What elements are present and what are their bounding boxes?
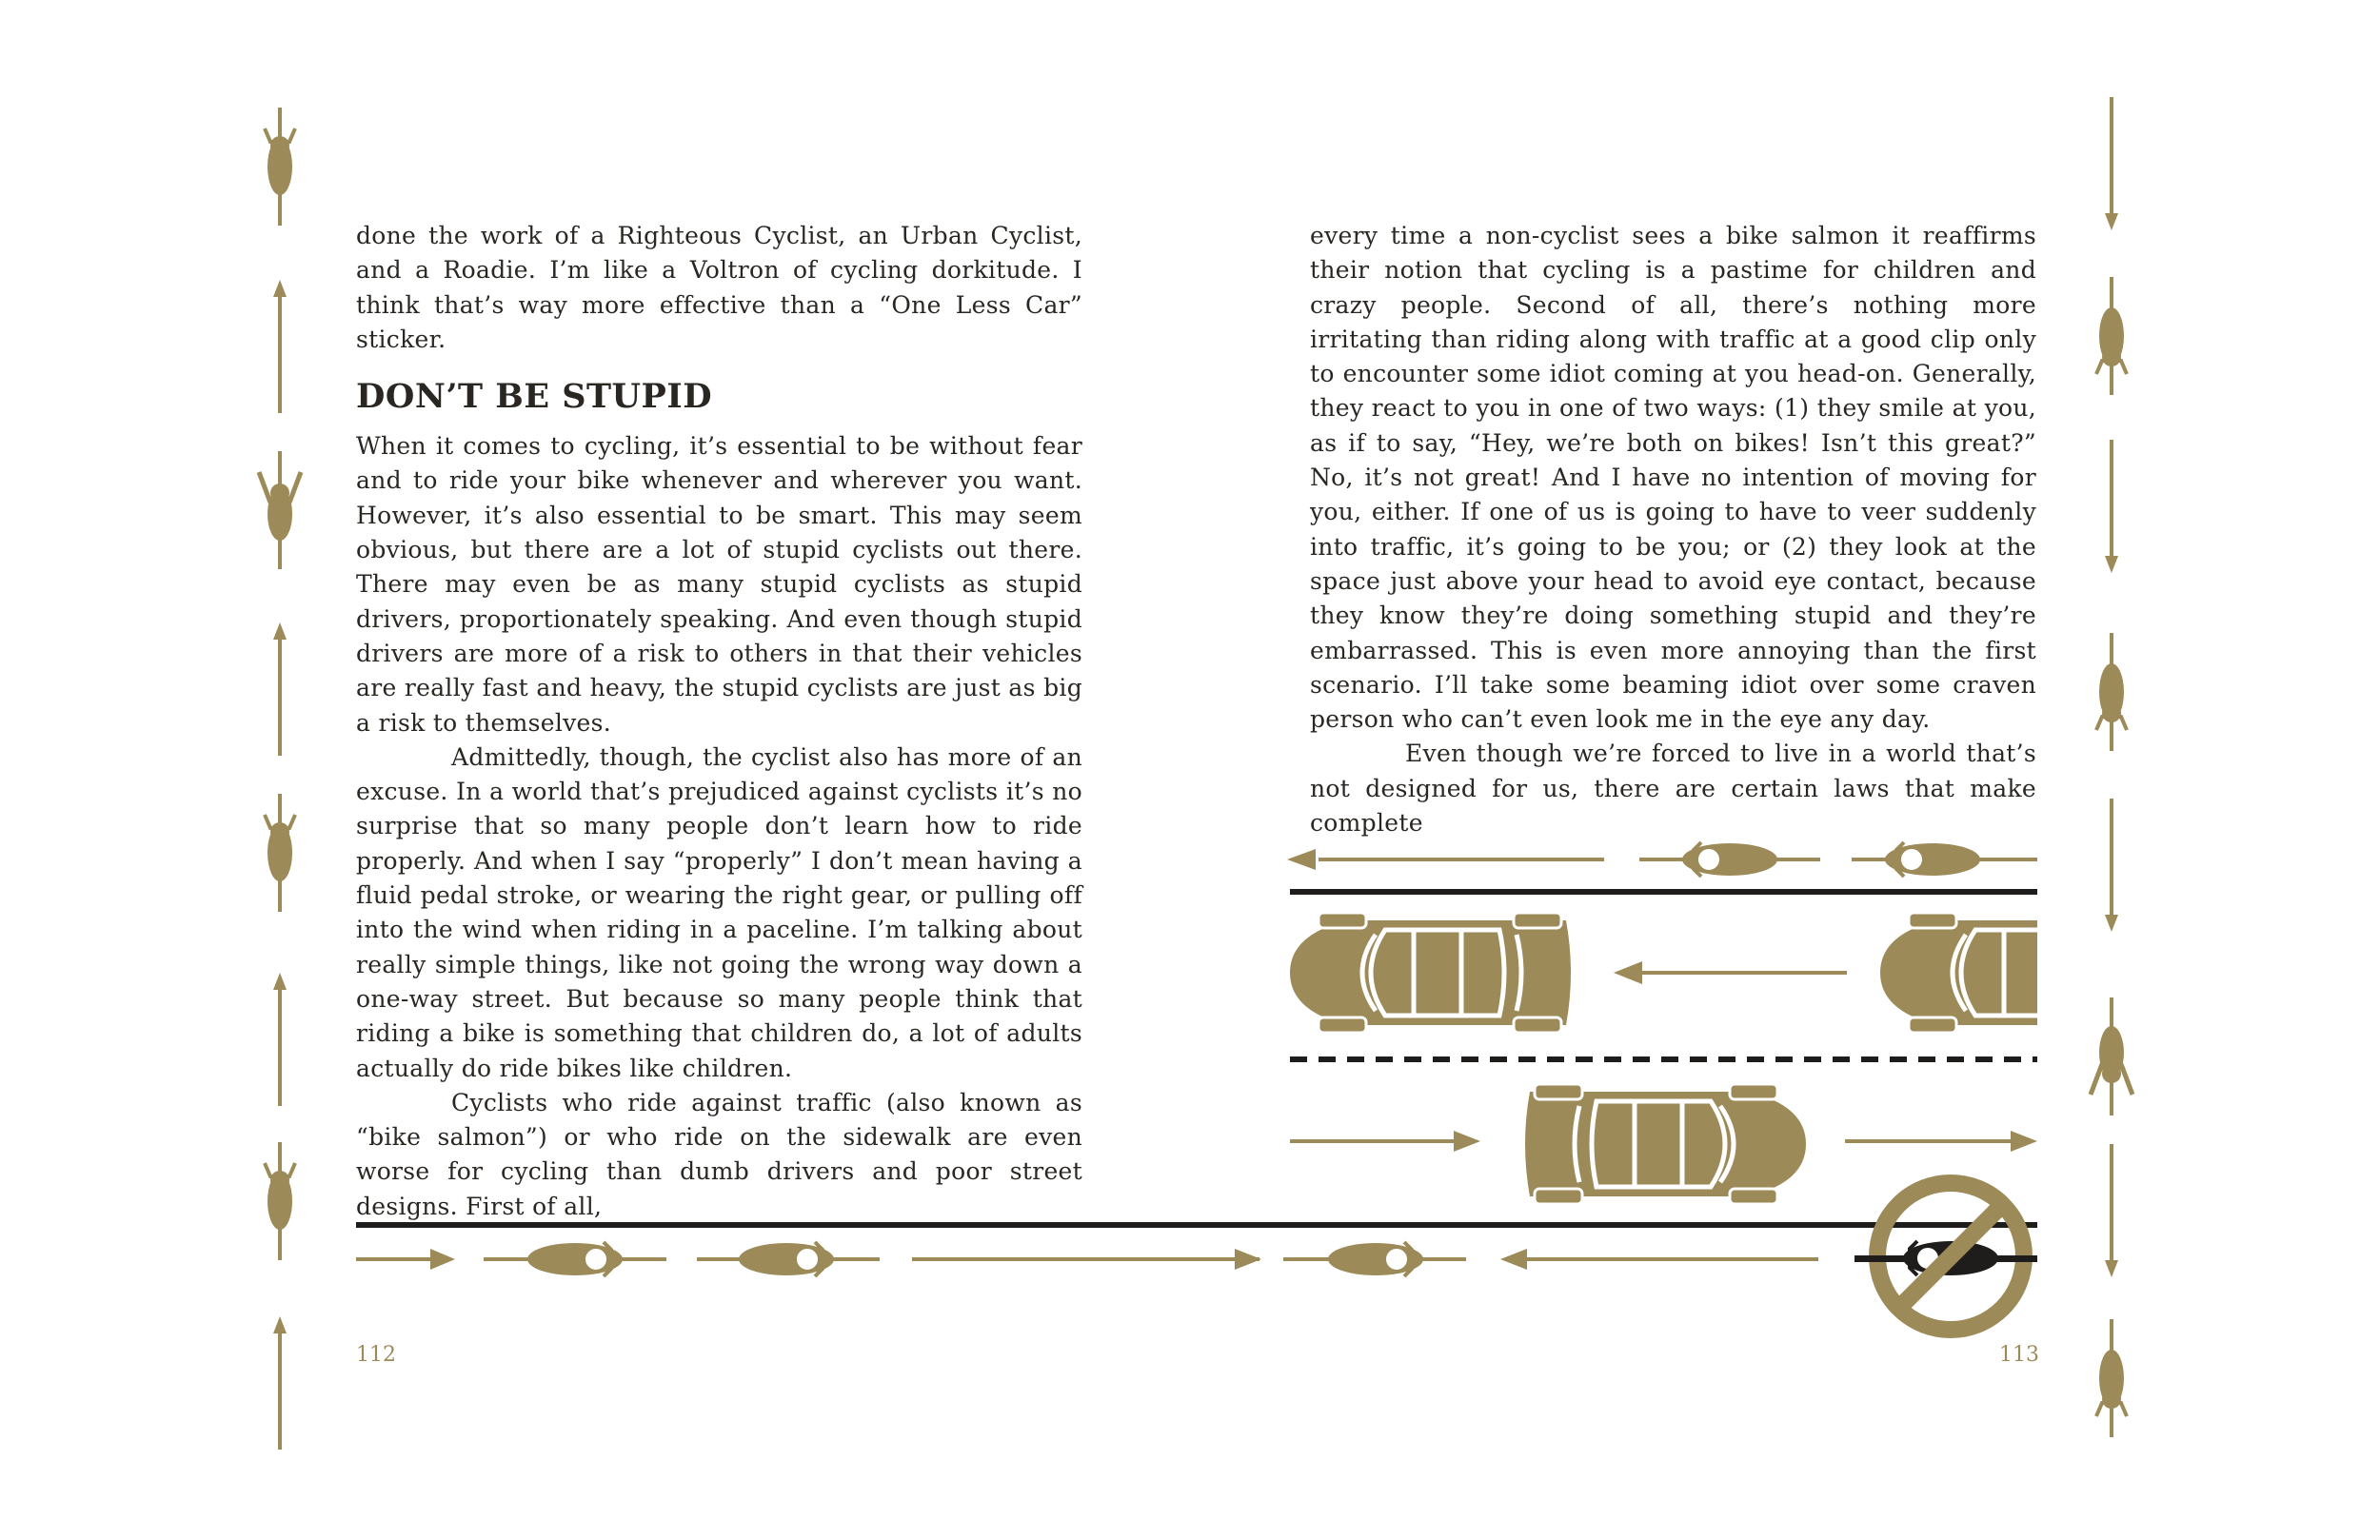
body-paragraph: Cyclists who ride against traffic (also known as “bike salmon”) or who ride on the sidewalk are even worse for cycling than dumb drivers and poor street designs. First of all, [356, 1088, 1082, 1220]
arrow-icon [2105, 440, 2118, 573]
cyclist-icon [2096, 633, 2127, 751]
cyclist-icon [1885, 842, 1980, 877]
cyclist-icon [259, 451, 301, 569]
cyclist-icon [2096, 1319, 2127, 1437]
cyclist-icon [1328, 1242, 1423, 1276]
arrow-icon [430, 1249, 455, 1270]
arrow-icon [273, 973, 287, 1106]
body-paragraph: When it comes to cycling, it’s essential to be without fear and to ride your bike whenever and wherever you want. However, it’s also essential to be smart. This may seem obvious, but there are a lot of stupid cyclists out there. There may even be as many stupid cyclists as stupid drivers, proportionately speaking. And even though stupid drivers are more of a risk to others in that their vehicles are really fast and heavy, the stupid cyclists are just as big a risk to themselves. [356, 432, 1082, 737]
page-number-right: 113 [1999, 1343, 2039, 1367]
arrow-icon [273, 622, 287, 756]
cyclist-icon [2091, 997, 2132, 1116]
cyclist-icon [739, 1242, 834, 1276]
arrow-icon [1614, 961, 1642, 984]
arrow-icon [2105, 799, 2118, 932]
cyclist-icon [265, 108, 295, 226]
car-icon [1525, 1084, 1806, 1204]
top-bike-lane [1287, 842, 2037, 877]
cyclist-icon [265, 794, 295, 912]
right-text-column [1310, 219, 2036, 840]
intro-paragraph: done the work of a Righteous Cyclist, an Urban Cyclist, and a Roadie. I’m like a Voltron of cycling dorkitude. I think that’s way more effective than a “One Less Car” sticker. [356, 222, 1082, 353]
westbound-car-lane [1290, 913, 2161, 1033]
arrow-icon [273, 280, 287, 413]
page-number-left: 112 [356, 1343, 396, 1367]
body-paragraph: every time a non-cyclist sees a bike salmon it reaffirms their notion that cycling is a pastime for children and crazy people. Second of all, there’s nothing more irritating than riding along with traffic at a good clip only to encounter some idiot coming at you head-on. Generally, they react to you in one of two ways: (1) they smile at you, as if to say, “Hey, we’re both on bikes! Isn’t this great?” No, it’s not great! And I have no intention of moving for you, either. If one of us is going to have to veer suddenly into traffic, it’s going to be you; or (2) they look at the space just above your head to avoid eye contact, because they know they’re doing something stupid and they’re embarrassed. This is even more annoying than the first scenario. I’ll take some beaming idiot over some craven person who can’t even look me in the eye any day. [1310, 222, 2036, 734]
arrow-icon [1287, 849, 1316, 870]
car-icon [1880, 913, 2161, 1033]
cyclist-icon [2096, 277, 2127, 395]
arrow-icon [1454, 1131, 1480, 1152]
right-margin-icons [2091, 97, 2132, 1437]
no-bike-salmon-icon [1854, 1183, 2037, 1330]
cyclist-icon [1682, 842, 1777, 877]
body-paragraph: Even though we’re forced to live in a world that’s not designed for us, there are certain laws that make complete [1310, 740, 2036, 838]
left-text-column [356, 219, 1082, 1224]
car-icon [1290, 913, 1571, 1033]
arrow-icon [2105, 1144, 2118, 1277]
section-heading: DON’T BE STUPID [356, 377, 713, 417]
arrow-icon [273, 1316, 287, 1450]
lane-divider-line [1290, 889, 2037, 895]
arrow-icon [1500, 1249, 1527, 1270]
arrow-icon [2105, 97, 2118, 230]
arrow-icon [1235, 1249, 1261, 1270]
arrow-icon [2011, 1131, 2037, 1152]
cyclist-icon [527, 1242, 623, 1276]
body-paragraph: Admittedly, though, the cyclist also has more of an excuse. In a world that’s prejudiced against cyclists it’s no surprise that so many people don’t learn how to ride properly. And when I say “properly” I don’t mean having a fluid pedal stroke, or wearing the right gear, or pulling off into the wind when riding in a paceline. I’m talking about really simple things, like not going the wrong way down a one-way street. But because so many people think that riding a bike is something that children do, a lot of adults actually do ride bikes like children. [356, 742, 1082, 1082]
cyclist-icon [265, 1142, 295, 1260]
left-margin-icons [259, 108, 301, 1450]
